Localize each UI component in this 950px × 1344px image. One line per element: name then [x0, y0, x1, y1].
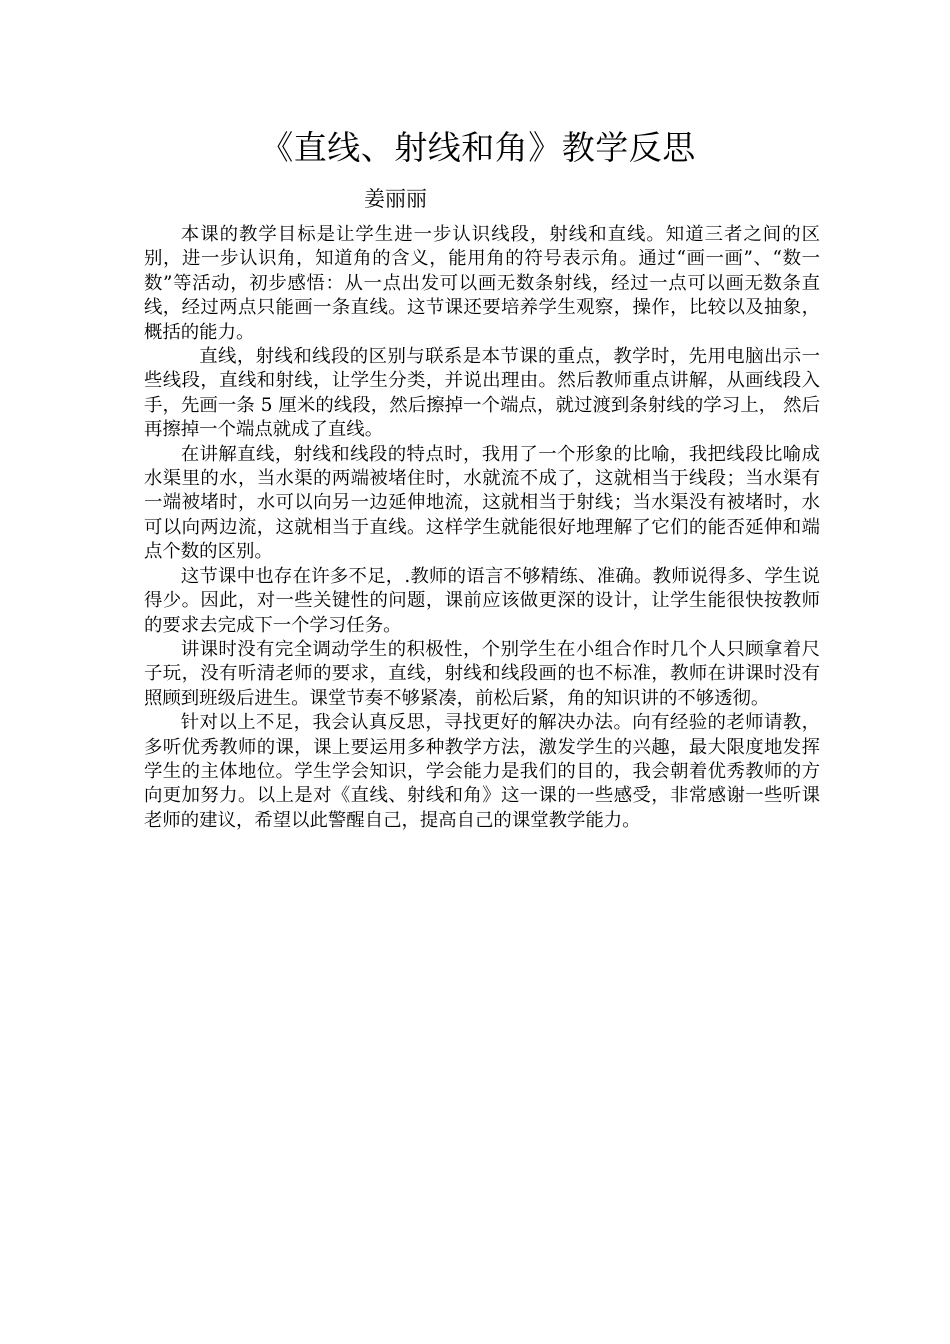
document-body — [144, 223, 820, 833]
paragraph-6: 针对以上不足，我会认真反思，寻找更好的解决办法。向有经验的老师请教，多听优秀教师的课，课上要运用多种教学方法，激发学生的兴趣，最大限度地发挥学生的主体地位。学生学会知识，学会能力是我们的目的，我会朝着优秀教师的方向更加努力。以上是对《直线、射线和角》这一课的一些感受，非常感谢一些听课老师的建议，希望以此警醒自己，提高自己的课堂教学能力。 — [144, 712, 820, 831]
paragraph-2: 直线，射线和线段的区别与联系是本节课的重点，教学时，先用电脑出示一些线段，直线和射线，让学生分类，并说出理由。然后教师重点讲解，从画线段入手，先画一条 5 厘米的线段，然后擦掉一个端点，就过渡到条射线的学习上， 然后再擦掉一个端点就成了直线。 — [144, 346, 820, 441]
paragraph-3: 在讲解直线，射线和线段的特点时，我用了一个形象的比喻，我把线段比喻成水渠里的水，当水渠的两端被堵住时，水就流不成了，这就相当于线段；当水渠有一端被堵时，水可以向另一边延伸地流，这就相当于射线；当水渠没有被堵时，水可以向两边流，这就相当于直线。这样学生就能很好地理解了它们的能否延伸和端点个数的区别。 — [144, 443, 820, 563]
document-title: 《直线、射线和角》教学反思 — [260, 128, 696, 167]
author-name: 姜丽丽 — [364, 187, 427, 211]
paragraph-5: 讲课时没有完全调动学生的积极性，个别学生在小组合作时几个人只顾拿着尺子玩，没有听清老师的要求，直线，射线和线段画的也不标准，教师在讲课时没有照顾到班级后进生。课堂节奏不够紧凑，前松后紧，角的知识讲的不够透彻。 — [144, 638, 820, 709]
paragraph-4: 这节课中也存在许多不足，.教师的语言不够精练、准确。教师说得多、学生说得少。因此，对一些关键性的问题，课前应该做更深的设计，让学生能很快按教师的要求去完成下一个学习任务。 — [144, 565, 820, 636]
paragraph-1: 本课的教学目标是让学生进一步认识线段，射线和直线。知道三者之间的区别，进一步认识角，知道角的含义，能用角的符号表示角。通过“画一画”、“数一数”等活动，初步感悟：从一点出发可以画无数条射线，经过一点可以画无数条直线，经过两点只能画一条直线。这节课还要培养学生观察，操作，比较以及抽象，概括的能力。 — [144, 224, 820, 343]
